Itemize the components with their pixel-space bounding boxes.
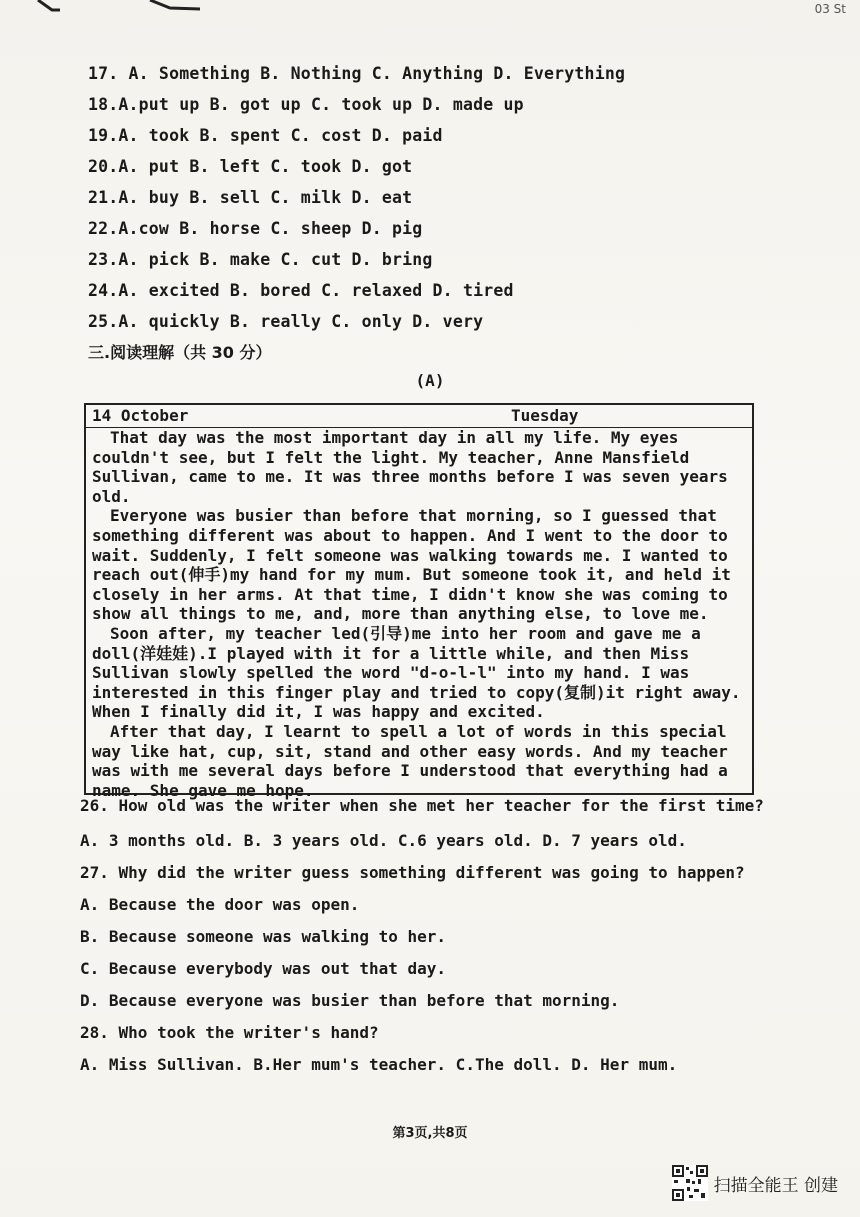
- qr-code-icon: [672, 1165, 708, 1201]
- question-26-options: A. 3 months old. B. 3 years old. C.6 years old. D. 7 years old.: [80, 831, 687, 850]
- page-corner-id: 03 St: [814, 2, 846, 16]
- option-line-22: 22.A.cow B. horse C. sheep D. pig: [88, 219, 423, 238]
- option-line-25: 25.A. quickly B. really C. only D. very: [88, 312, 484, 331]
- diary-paragraph: That day was the most important day in all my life. My eyes couldn't see, but I felt the light. My teacher, Anne Mansfield Sullivan, came to me. It was three months before I was seven years old.: [92, 428, 728, 506]
- page-footer: 第3页,共8页: [392, 1126, 468, 1141]
- option-line-24: 24.A. excited B. bored C. relaxed D. tired: [88, 281, 514, 300]
- question-27-stem: 27. Why did the writer guess something different was going to happen?: [80, 863, 745, 882]
- reading-questions: [80, 796, 780, 1081]
- diary-box: [84, 403, 754, 800]
- scanner-watermark: [672, 1165, 838, 1201]
- option-line-17: 17. A. Something B. Nothing C. Anything D. Everything: [88, 64, 626, 83]
- diary-day: Tuesday: [511, 406, 579, 425]
- cloze-options: [88, 58, 648, 337]
- option-line-18: 18.A.put up B. got up C. took up D. made up: [88, 95, 524, 114]
- question-28-stem: 28. Who took the writer's hand?: [80, 1023, 379, 1042]
- option-line-20: 20.A. put B. left C. took D. got: [88, 157, 413, 176]
- scan-edge-mark: [0, 0, 220, 16]
- question-26-stem: 26. How old was the writer when she met her teacher for the first time?: [80, 796, 764, 815]
- scanner-watermark-text: 扫描全能王 创建: [713, 1175, 838, 1196]
- question-27-option-d: D. Because everyone was busier than before that morning.: [80, 991, 620, 1010]
- question-28-options: A. Miss Sullivan. B.Her mum's teacher. C.The doll. D. Her mum.: [80, 1055, 678, 1074]
- diary-paragraph: Everyone was busier than before that morning, so I guessed that something different was about to happen. And I went to the door to wait. Suddenly, I felt someone was walking towards me. I wanted to reach out(伸手)my hand for my mum. But someone took it, and held it closely in her arms. At that time, I didn't know she was coming to show all things to me, and, more than anything else, to love me.: [92, 506, 731, 624]
- option-line-23: 23.A. pick B. make C. cut D. bring: [88, 250, 433, 269]
- diary-header: [86, 405, 752, 428]
- diary-paragraph: Soon after, my teacher led(引导)me into her room and gave me a doll(洋娃娃).I played with it for a little while, and then Miss Sullivan slowly spelled the word "d-o-l-l" into my hand. I was interested in this finger play and tried to copy(复制)it right away. When I finally did it, I was happy and excited.: [92, 623, 741, 722]
- question-27-option-c: C. Because everybody was out that day.: [80, 959, 447, 978]
- option-line-21: 21.A. buy B. sell C. milk D. eat: [88, 188, 413, 207]
- passage-label: (A): [415, 371, 445, 390]
- diary-paragraph: After that day, I learnt to spell a lot of words in this special way like hat, cup, sit, stand and other easy words. And my teacher was with me several days before I understood that everything had a name. She gave me hope.: [92, 721, 728, 800]
- option-line-19: 19.A. took B. spent C. cost D. paid: [88, 126, 443, 145]
- question-27-option-b: B. Because someone was walking to her.: [80, 927, 447, 946]
- diary-date: 14 October: [92, 406, 189, 425]
- diary-text: [86, 428, 752, 800]
- section-title: 三.阅读理解（共 30 分）: [88, 343, 272, 362]
- question-27-option-a: A. Because the door was open.: [80, 895, 360, 914]
